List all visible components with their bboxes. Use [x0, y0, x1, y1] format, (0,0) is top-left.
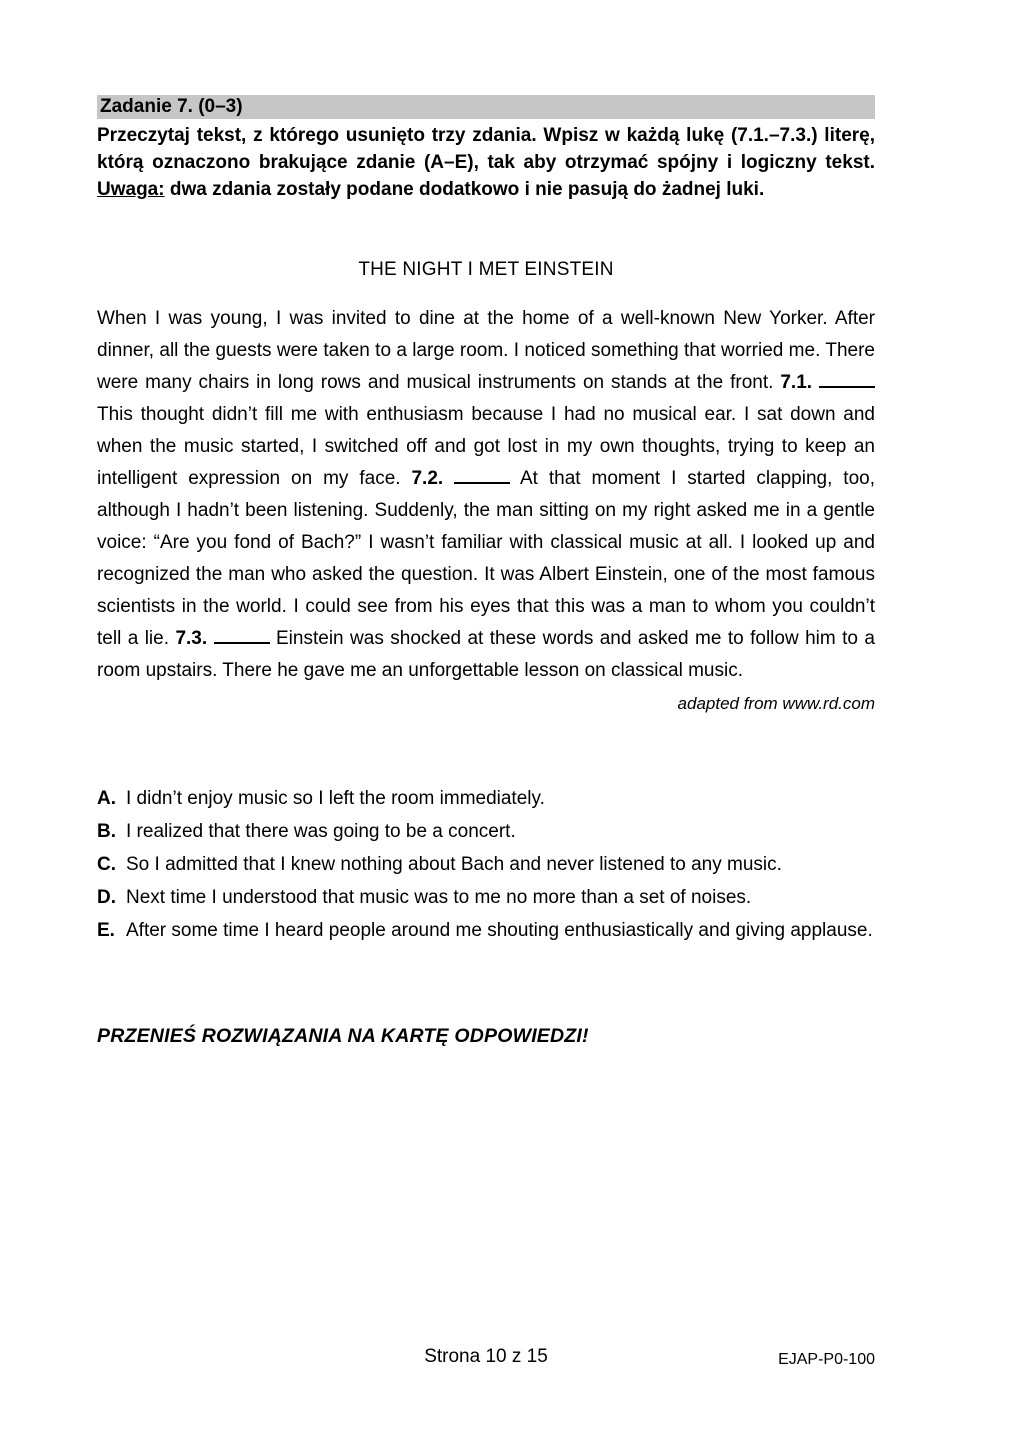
option-letter: B. — [97, 821, 116, 842]
task-note-text: dwa zdania zostały podane dodatkowo i nie pasują do żadnej luki. — [164, 179, 765, 200]
answer-option-a — [97, 782, 875, 815]
task-instructions-text: Przeczytaj tekst, z którego usunięto trzy zdania. Wpisz w każdą lukę (7.1.–7.3.) literę, którą oznaczono brakujące zdanie (A–E), tak aby otrzymać spójny i logiczny tekst. — [97, 125, 875, 173]
source-attribution: adapted from www.rd.com — [677, 694, 875, 713]
gap-blank — [214, 642, 270, 644]
page-footer — [97, 1345, 875, 1369]
answer-option-b — [97, 815, 875, 848]
option-text: I didn’t enjoy music so I left the room immediately. — [126, 788, 545, 809]
answer-options-list — [97, 782, 875, 947]
text-gap-7-1 — [780, 372, 875, 393]
gap-number: 7.2. — [411, 468, 444, 489]
exam-code: EJAP-P0-100 — [778, 1351, 875, 1368]
reading-text: When I was young, I was invited to dine at the home of a well-known New Yorker. After dinner, all the guests were taken to a large room. I noticed something that worried me. There were many chairs in long rows and musical instruments on stands at the front. 7.1. This thought didn’t fill me with enthusiasm because I had no musical ear. I sat down and when the music started, I switched off and got lost in my own thoughts, trying to keep an intelligent expression on my face. 7.2. At that moment I started clapping, too, although I hadn’t been listening. Suddenly, the man sitting on my right asked me in a gentle voice: “Are you fond of Bach?” I wasn’t familiar with classical music at all. I looked up and recognized the man who asked the question. It was Albert Einstein, one of the most famous scientists in the world. I could see from his eyes that this was a man to whom you couldn’t tell a lie. 7.3. Einstein was shocked at these words and asked me to follow him to a room upstairs. There he gave me an unforgettable lesson on classical music. — [97, 308, 875, 681]
option-letter: E. — [97, 920, 115, 941]
answer-option-d — [97, 881, 875, 914]
task-note — [97, 176, 875, 203]
option-text: Next time I understood that music was to me no more than a set of noises. — [126, 887, 752, 908]
option-text: After some time I heard people around me shouting enthusiastically and giving applause. — [126, 920, 873, 941]
text-gap-7-3 — [175, 628, 269, 649]
content-column — [97, 0, 875, 1050]
task-instructions — [97, 122, 875, 176]
option-letter: A. — [97, 788, 116, 809]
task-note-label: Uwaga: — [97, 179, 165, 200]
option-text: I realized that there was going to be a concert. — [126, 821, 516, 842]
option-letter: D. — [97, 887, 116, 908]
transfer-note: PRZENIEŚ ROZWIĄZANIA NA KARTĘ ODPOWIEDZI! — [97, 1025, 589, 1047]
text-gap-7-2 — [411, 468, 510, 489]
gap-number: 7.1. — [780, 372, 813, 393]
gap-number: 7.3. — [175, 628, 208, 649]
task-header: Zadanie 7. (0–3) — [97, 95, 875, 119]
gap-blank — [819, 386, 875, 388]
page-number: Strona 10 z 15 — [424, 1346, 548, 1367]
gap-blank — [454, 482, 510, 484]
reading-title: THE NIGHT I MET EINSTEIN — [358, 259, 614, 280]
answer-option-e — [97, 914, 875, 947]
answer-option-c — [97, 848, 875, 881]
option-letter: C. — [97, 854, 116, 875]
option-text: So I admitted that I knew nothing about Bach and never listened to any music. — [126, 854, 782, 875]
